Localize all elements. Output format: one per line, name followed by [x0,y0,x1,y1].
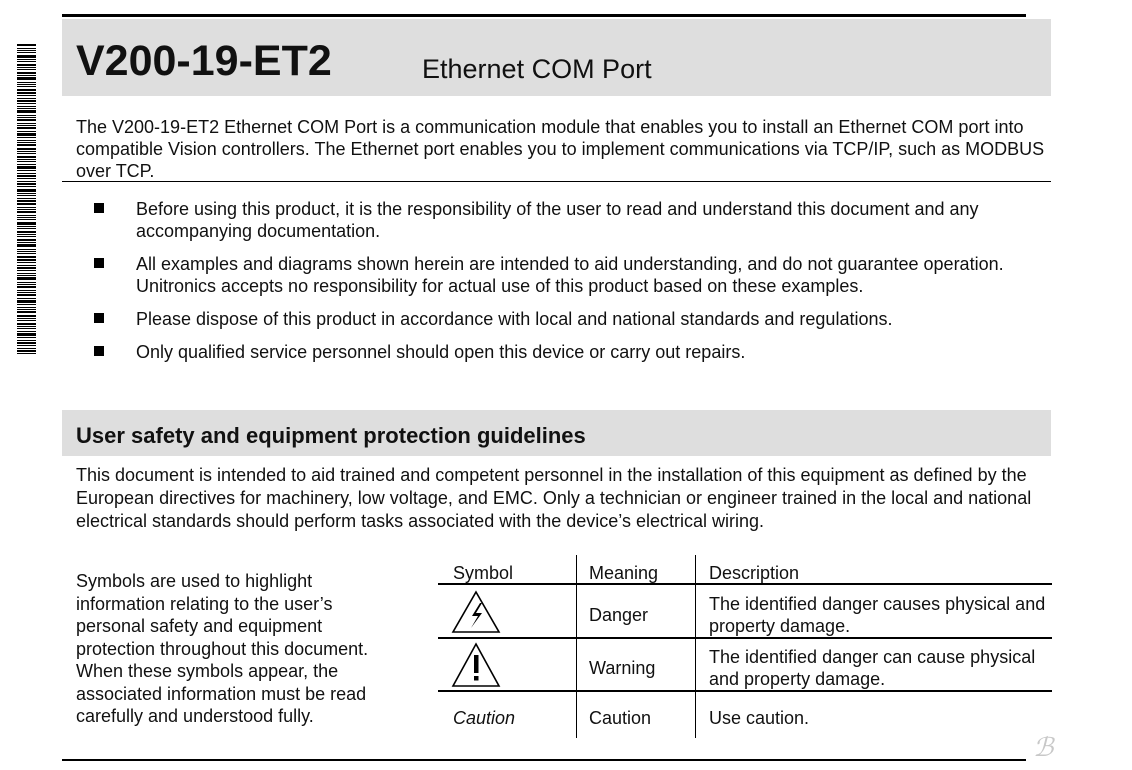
list-item [92,253,1012,297]
list-item-text: All examples and diagrams shown herein are intended to aid understanding, and do not guarantee operation. Unitronics accepts no responsibility for actual use of this product based on these examples. [136,254,1004,296]
list-item [92,198,1012,242]
intro-paragraph: The V200-19-ET2 Ethernet COM Port is a communication module that enables you to install an Ethernet COM port into compatible Vision controllers. The Ethernet port enables you to implement communications via TCP/IP, such as MODBUS over TCP. [76,117,1045,181]
bottom-rule [62,759,1026,761]
section-header [62,410,1051,456]
barcode-icon [17,44,36,354]
row-divider [438,690,1052,692]
description-cell: The identified danger causes physical and property damage. [709,594,1046,636]
symbols-note: Symbols are used to highlight information relating to the user’s personal safety and equipment protection throughout this document. When these symbols appear, the associated information must be read carefully and understood fully. [76,571,369,726]
list-item [92,341,1012,363]
bullet-square-icon [94,258,104,268]
description-cell: The identified danger can cause physical and property damage. [709,647,1036,689]
table-header-meaning: Meaning [589,563,659,583]
list-item [92,308,1012,330]
list-item-text: Please dispose of this product in accordance with local and national standards and regulations. [136,309,893,329]
document-subtitle: Ethernet COM Port [422,54,652,84]
model-number: V200-19-ET2 [76,37,332,85]
bullet-square-icon [94,346,104,356]
list-item-text: Before using this product, it is the responsibility of the user to read and understand this document and any accompanying documentation. [136,199,979,241]
exclamation-warning-icon [450,641,502,689]
meaning-cell: Caution [589,708,652,728]
title-bar [62,19,1051,96]
table-header-symbol: Symbol [453,563,514,583]
watermark-logo-icon: ℬ [1033,733,1054,763]
meaning-cell: Danger [589,605,649,625]
bullet-square-icon [94,203,104,213]
lightning-warning-icon [450,589,502,635]
notice-list [92,198,1012,374]
table-header-description: Description [709,563,800,583]
description-cell: Use caution. [709,708,810,728]
divider [62,181,1051,182]
meaning-cell: Warning [589,658,656,678]
symbol-table [438,555,1052,738]
bullet-square-icon [94,313,104,323]
row-divider [438,637,1052,639]
safety-paragraph: This document is intended to aid trained and competent personnel in the installation of this equipment as defined by the European directives for machinery, low voltage, and EMC. Only a technician or engineer trained in the local and national electrical standards should perform tasks associated with the device’s electrical wiring. [76,465,1032,531]
section-title: User safety and equipment protection guidelines [76,423,586,448]
list-item-text: Only qualified service personnel should open this device or carry out repairs. [136,342,746,362]
top-rule [62,14,1026,17]
symbol-cell: Caution [453,708,516,728]
